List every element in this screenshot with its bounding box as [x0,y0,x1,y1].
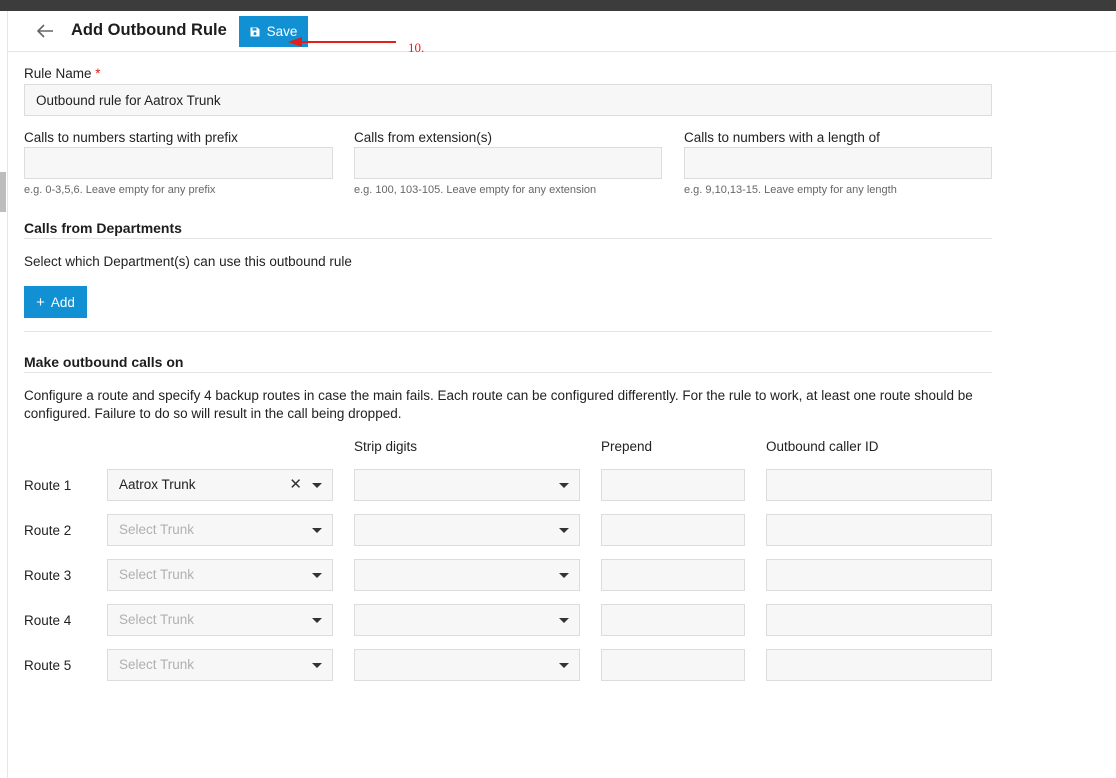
dropdown-caret-icon [559,573,569,578]
route-2-prepend-input[interactable] [601,514,745,546]
route-3-caller-id-input[interactable] [766,559,992,591]
dropdown-caret-icon [312,528,322,533]
route-4-prepend-input[interactable] [601,604,745,636]
route-2-trunk-select[interactable] [107,514,333,546]
header-divider [8,51,1116,52]
route-2-caller-id-input[interactable] [766,514,992,546]
route-label: Route 3 [24,568,72,583]
dropdown-caret-icon [559,663,569,668]
add-department-button[interactable] [24,286,87,318]
prefix-hint: e.g. 0-3,5,6. Leave empty for any prefix [24,184,216,196]
annotation-step-label: 10. [408,40,425,55]
dropdown-caret-icon [312,618,322,623]
rule-name-label [24,66,101,81]
dropdown-caret-icon [312,663,322,668]
route-5-caller-id-input[interactable] [766,649,992,681]
dropdown-caret-icon [312,483,322,488]
back-arrow-icon[interactable] [34,20,56,42]
extensions-hint: e.g. 100, 103-105. Leave empty for any extension [354,184,597,196]
route-1-prepend-input[interactable] [601,469,745,501]
route-4-caller-id-input[interactable] [766,604,992,636]
dropdown-caret-icon [559,618,569,623]
route-1-caller-id-input[interactable] [766,469,992,501]
route-label: Route 4 [24,613,72,628]
departments-divider [24,238,992,239]
route-5-strip-digits-select[interactable] [354,649,580,681]
rule-name-label-text: Rule Name [24,66,92,81]
prefix-input[interactable] [24,147,333,179]
route-label: Route 1 [24,478,72,493]
annotation-arrow [288,35,400,52]
extensions-label: Calls from extension(s) [354,130,493,145]
route-1-trunk-select[interactable] [107,469,333,501]
section-divider [24,331,992,332]
dropdown-caret-icon [559,528,569,533]
route-label: Route 5 [24,658,72,673]
floppy-disk-icon [250,27,260,37]
trunk-placeholder: Select Trunk [119,612,195,627]
prefix-label: Calls to numbers starting with prefix [24,130,238,145]
trunk-placeholder: Select Trunk [119,567,195,582]
clear-selection-icon[interactable]: ✕ [289,476,302,493]
length-hint: e.g. 9,10,13-15. Leave empty for any length [684,184,897,196]
prepend-column-header: Prepend [601,439,653,454]
dropdown-caret-icon [312,573,322,578]
departments-description: Select which Department(s) can use this outbound rule [24,254,352,269]
length-input[interactable] [684,147,992,179]
trunk-placeholder: Select Trunk [119,657,195,672]
sidebar-border [7,11,8,778]
outbound-divider [24,372,992,373]
outbound-description: Configure a route and specify 4 backup routes in case the main fails. Each route can be configured differently. For the rule to work, at least one route should be configured. Failure to do so will result in the call being dropped. [24,388,973,421]
route-4-strip-digits-select[interactable] [354,604,580,636]
route-5-trunk-select[interactable] [107,649,333,681]
required-marker: * [95,66,101,81]
route-3-strip-digits-select[interactable] [354,559,580,591]
route-1-strip-digits-select[interactable] [354,469,580,501]
route-3-trunk-select[interactable] [107,559,333,591]
outbound-section-title: Make outbound calls on [24,354,184,370]
save-button-label: Save [266,24,298,39]
route-5-prepend-input[interactable] [601,649,745,681]
length-label: Calls to numbers with a length of [684,130,880,145]
rule-name-input[interactable] [24,84,992,116]
page-title: Add Outbound Rule [71,21,227,39]
plus-icon: + [36,293,45,311]
strip-digits-column-header: Strip digits [354,439,418,454]
top-bar [0,0,1116,11]
sidebar-scroll-indicator [0,172,6,212]
dropdown-caret-icon [559,483,569,488]
add-button-label: Add [50,294,75,310]
caller-id-column-header: Outbound caller ID [766,439,879,454]
extensions-input[interactable] [354,147,662,179]
selected-trunk: Aatrox Trunk [119,477,196,492]
route-2-strip-digits-select[interactable] [354,514,580,546]
route-4-trunk-select[interactable] [107,604,333,636]
route-label: Route 2 [24,523,72,538]
trunk-placeholder: Select Trunk [119,522,195,537]
route-3-prepend-input[interactable] [601,559,745,591]
departments-section-title: Calls from Departments [24,220,182,236]
